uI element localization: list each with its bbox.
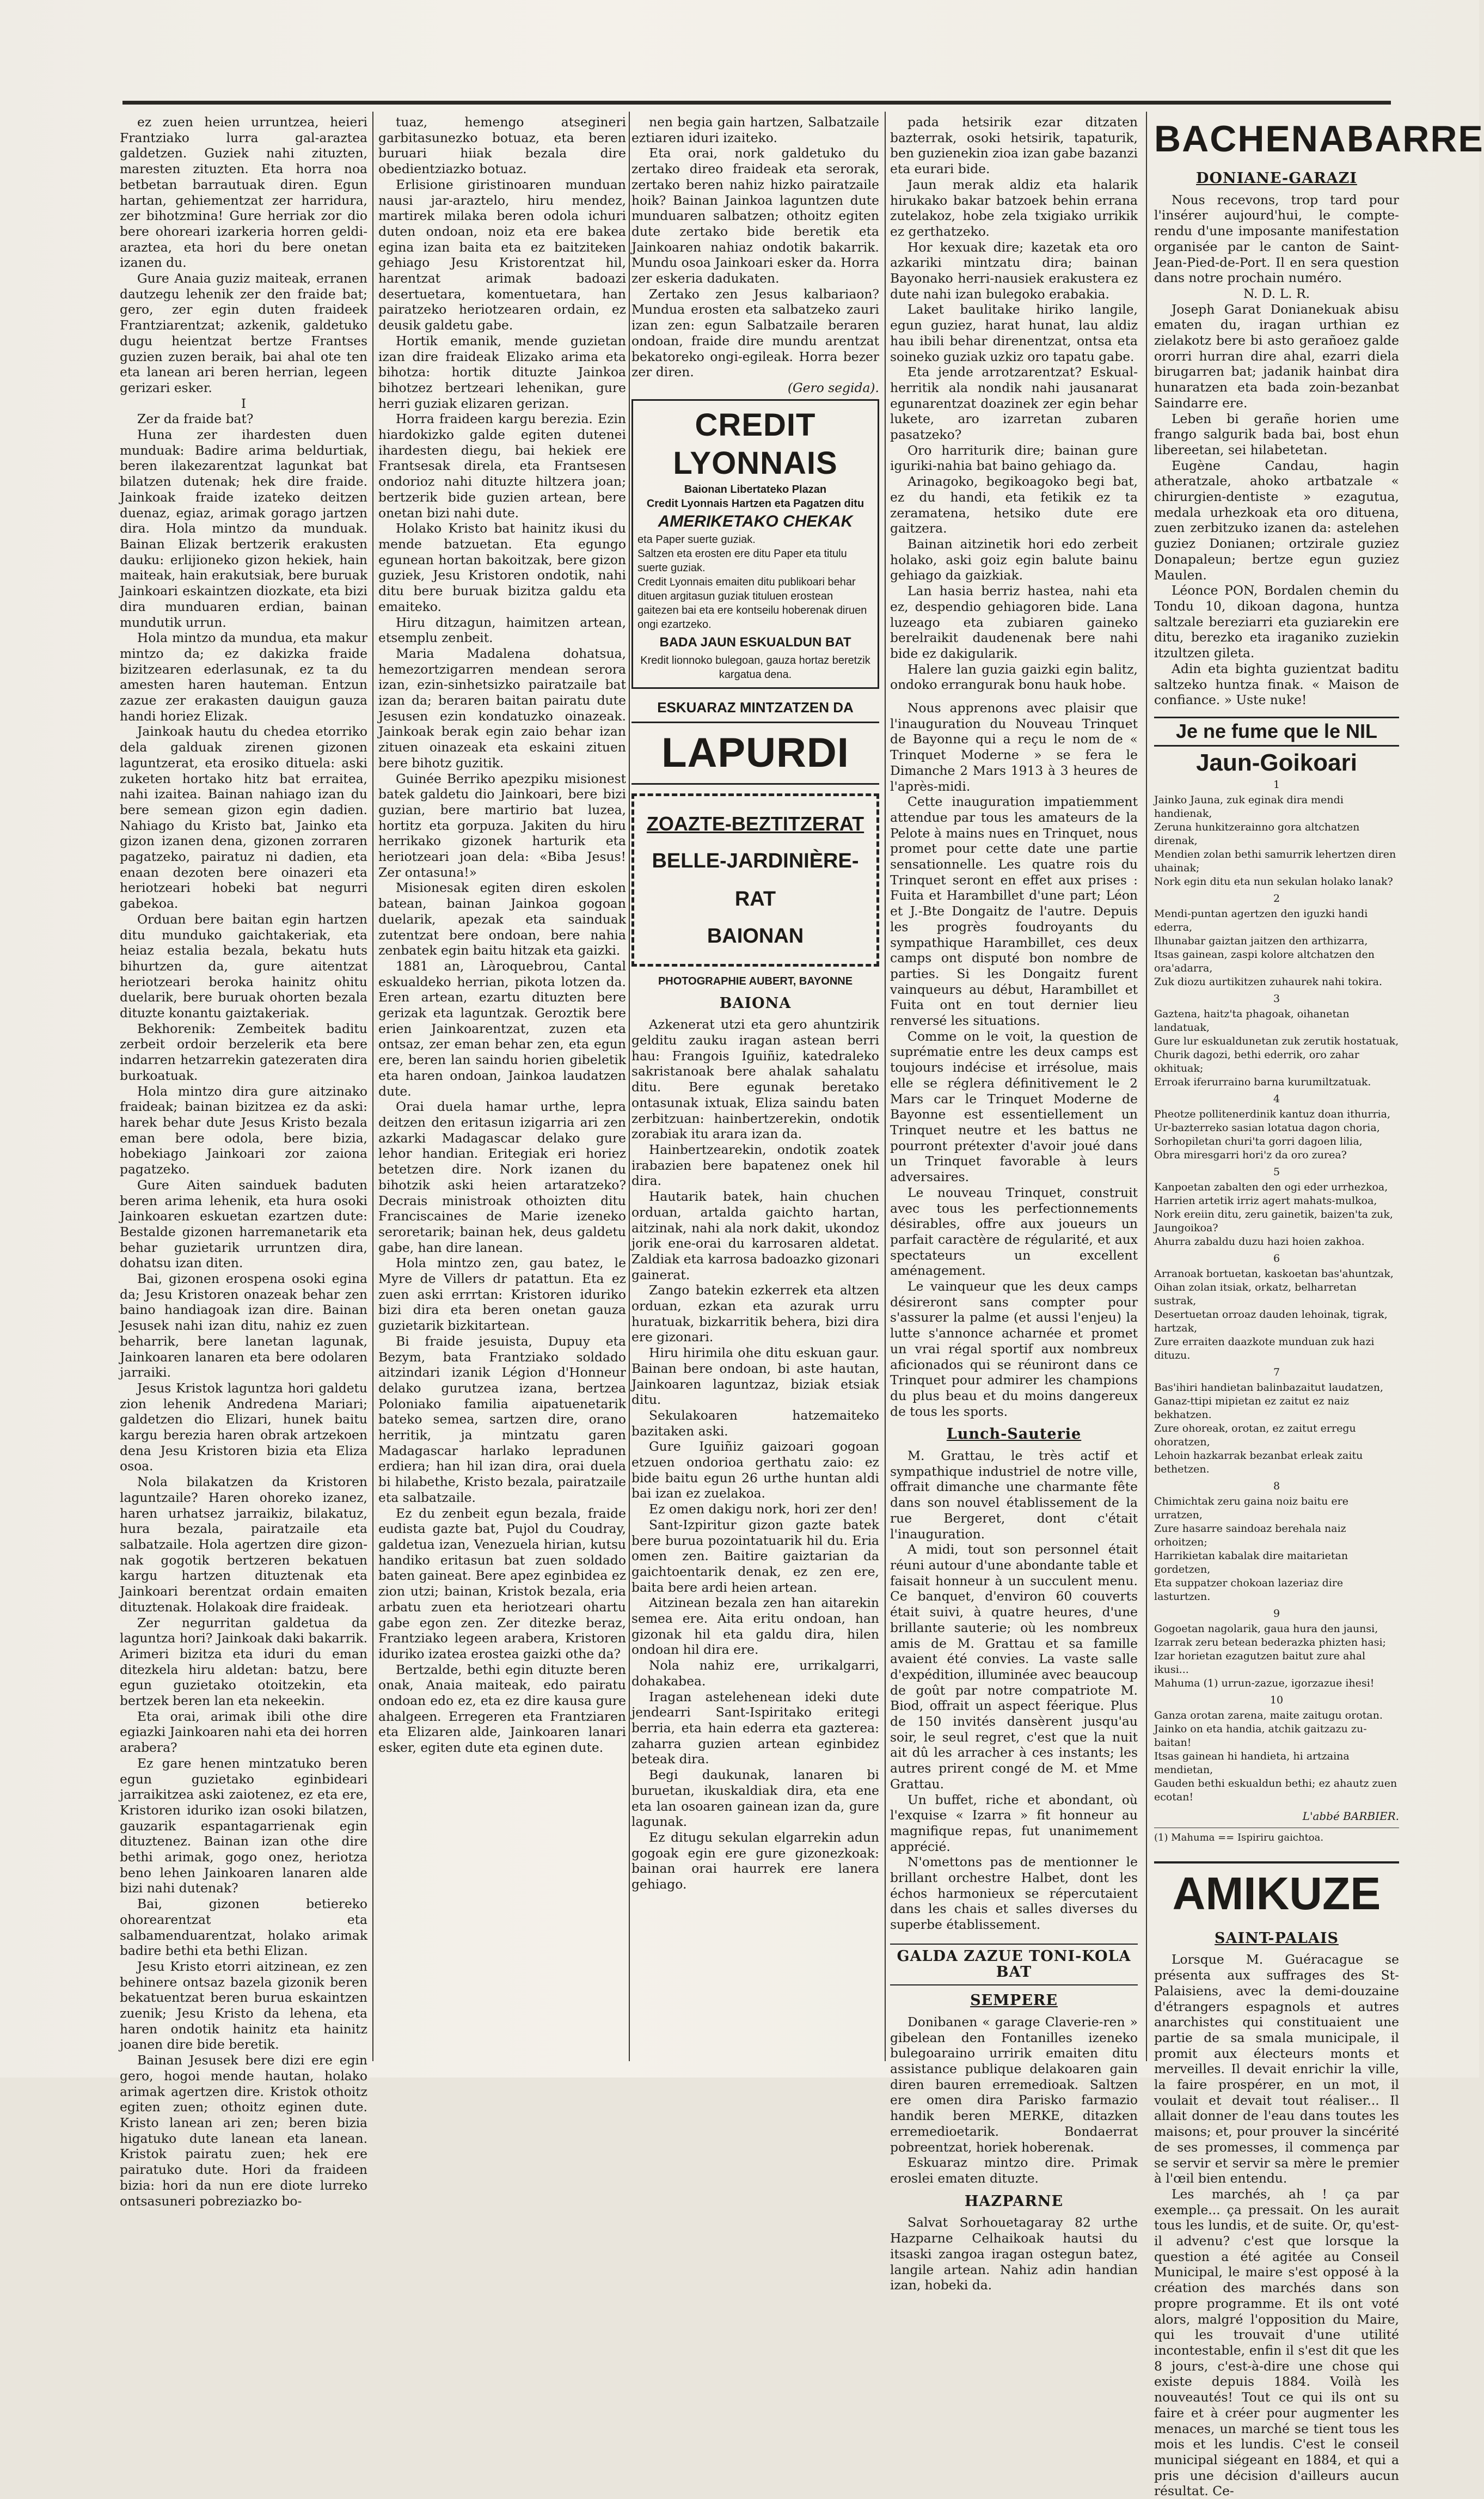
sempere-heading: SEMPERE (970, 1992, 1058, 2009)
poem-line: Sorhopiletan churi'ta gorri dagoen lilia, (1154, 1135, 1363, 1148)
poem-line: Mendien zolan bethi samurrik lehertzen diren uhainak; (1154, 848, 1396, 875)
poem-line: Zuk diozu aurtikitzen zuhaurek nahi tokira. (1154, 976, 1383, 988)
column-1-text (120, 114, 367, 2209)
ad-line: Credit Lyonnais emaiten ditu publikoari behar dituen argitasun guziak tituluen erostean gaitezen bai eta ere kontseilu hoberenak diruen ongi ezartzeko. (637, 576, 867, 631)
paragraph: Azkenerat utzi eta gero ahuntzirik gelditu zauku iragan astean berri hau: Frangois Iguiñiz, katedraleko sakristanoak bere ahalak sahalatu ditu. Bere egunak beretako ontasunak ixtuak, Eliza saindu baten zerbitzuan: hainbertzerekin, ondotik zorabiak itu arara izan da. (631, 1017, 879, 1142)
paragraph: Eta orai, arimak ibili othe dire egiazki Jainkoaren nahi eta dei horren arabera? (120, 1708, 368, 1756)
paragraph: Arinagoko, begikoagoko begi bat, ez du handi, eta fetikik ez ta zeramatena, hetsiko dute ere gaitzera. (890, 474, 1138, 536)
paragraph: Zer da fraide bat? (137, 411, 254, 427)
ad-line: AMERIKETAKO CHEKAK (658, 512, 853, 530)
paragraph: Adin eta bighta guzientzat baditu saltzeko huntza finak. « Maison de confiance. » Uste nuke! (1154, 661, 1399, 708)
ad-line: Kredit lionnoko bulegoan, gauza hortaz beretzik kargatua dena. (640, 654, 870, 681)
poem-line: Pheotze pollitenerdinik kantuz doan ithurria, (1154, 1108, 1391, 1121)
paragraph: A midi, tout son personnel était réuni autour d'une abondante table et faisait honneur à un succulent menu. Ce banquet, d'environ 60 couverts était suivi, à quatre heures, d'une brillante sauterie; où les nombreux amis de M. Grattau et sa famille avaient été convies. La vaste salle d'expédition, illuminée avec beaucoup de goût par notre compatriote M. Biod, offrait un aspect féerique. Plus de 150 invités dansèrent jusqu'au soir, le seul regret, c'est que la nuit ait dû les arracher à ces instants; les autres prirent congé de M. et Mme Grattau. (890, 1542, 1138, 1792)
paragraph: Ez omen dakigu nork, hori zer den! (649, 1501, 878, 1517)
paragraph: Hainbertzearekin, ondotik zoatek irabazien bere bapatenez onek hil dira. (631, 1141, 879, 1189)
paragraph: Salvat Sorhouetagaray 82 urthe Hazparne Celhaikoak hautsi du itsaski zangoa iragan ostegun batez, langile artean. Nahiz adin handian izan, hobeki da. (890, 2215, 1138, 2293)
section-heading-stpalais: SAINT-PALAIS (1215, 1929, 1339, 1947)
paragraph: Le vainqueur que les deux camps désireront sans compter pour s'assurer la palme (et aussi l'enjeu) la lutte s'annonce acharnée et promet un vrai régal sportif aux nombreux aficionados qui se réuniront dans ce Trinquet pour admirer les champions du plus beau et du moins dangereux de tous les sports. (890, 1279, 1138, 1419)
poem-line: Mahuma (1) urrun-zazue, igorzazue ihesi! (1154, 1677, 1375, 1690)
paragraph: Un buffet, riche et abondant, où l'exquise « Izarra » fit honneur au magnifique repas, fut unanimement apprécié. (890, 1792, 1138, 1854)
poem-line: Churik dagozi, bethi ederrik, oro zahar okhituak; (1154, 1049, 1359, 1075)
paragraph: Jesus Kristok laguntza hori galdetu zion lehenik Andredena Mariari; galdetzen dio Elizari, hunek baitu kargu berezia haren obrak artzekoen dena Jesu Kristoren bizia eta Eliza osoa. (120, 1380, 367, 1474)
belle-jardiniere-ad (631, 793, 879, 967)
paragraph: Guinée Berriko apezpiku misionest batek galdetu dio Jainkoari, bere bizi guzian, bere martirio bat luzea, hortitz eta gorpuza. Jakiten du hiru herrikako gizonek harturik eta heriotzeari joan dela: «Biba Jesus! Zer ontasuna!» (378, 771, 626, 880)
sempere-text (890, 2014, 1138, 2186)
paragraph: Begi daukunak, lanaren bi buruetan, ikuskaldiak dira, eta ene eta lan osoaren gainean izan da, gure lagunak. (631, 1767, 879, 1830)
paragraph: Nola bilakatzen da Kristoren laguntzaile? Haren ohoreko izanez, haren urhatsez jarraikiz, bilakatuz, hura bezala, pairatzaile eta salbatzaile. Hola agertzen dire gizon-nak gogotik bertzeren bekatuen kargu hartzen dituztenak eta Jainkoari berentzat ordain emaiten dituztenak. Holakoak dire fraideak. (120, 1474, 367, 1615)
paragraph: Jesu Kristo etorri aitzinean, ez zen behinere ontsaz bazela gizonik beren bekatuentzat beren burua eskaintzen zuenik; Jesu Kristo da lehena, eta haren ondotik hainitz eta hainitz joanen dire bide beretik. (120, 1958, 367, 2052)
paragraph: Hola mintzo da mundua, eta makur mintzo da; ez dakizka fraide bizitzearen ederlasunak, ez ta du amesten haren hauteman. Entzun zazue zer erakasten dauigun gauza handi horiez Elizak. (120, 630, 367, 724)
section-heading-hazparne: HAZPARNE (964, 2192, 1064, 2210)
column-divider (629, 112, 630, 2061)
ad-line: BELLE-JARDINIÈRE-RAT (652, 849, 859, 911)
paragraph: Sekulakoaren hatzemaiteko bazitaken aski. (631, 1407, 879, 1439)
paragraph: Joseph Garat Donianekuak abisu ematen du, iragan urthian ez zielakotz bere bi asto gerañoez galde ororri hurran dire ahal, ezarri diela birugarren bat; jadanik hainbat dira hunaratzen eta bada zoin-bezanbat Saindarre ere. (1154, 301, 1399, 411)
poem-line: Izarrak zeru betean bederazka phizten hasi; (1154, 1636, 1386, 1649)
paragraph: Bainan Jesusek bere dizi ere egin gero, hogoi mende hautan, holako arimak agertzen dire. Kristok othoitz egiten zuen; othoitz eginen dute. Kristo lanean ari zen; beren bizia higatuko dute lanean eta lanean. Kristok pairatu zuen; hek ere pairatuko dute. Hori da fraideen bizia: hori da nun ere diote lurreko ontsasuneri pobreziazko bo- (120, 2052, 367, 2209)
poem-line: Nork ereiin ditu, zeru gainetik, baizen'ta zuk, Jaungoikoa? (1154, 1208, 1393, 1235)
paragraph: Nous recevons, trop tard pour l'insérer aujourd'hui, le compte-rendu d'une imposante manifestation organisée par le canton de Saint-Jean-Pied-de-Port. Il en sera question dans notre prochain numéro. (1154, 192, 1399, 286)
paragraph: Gure Aiten sainduek baduten beren arima lehenik, eta hura osoki Jainkoaren eskuetan ezartzen dute: Bestalde gizonen harremanetarik eta behar guzietarik urruntzen dira, dohatsu izan diten. (120, 1177, 367, 1271)
paragraph: Eta orai, nork galdetuko du zertako direo fraideak eta serorak, zertako beren nahiz hizko pairatzaile hoik? Bainan Jainkoa laguntzen dute munduaren salbatzen; othoitz egiten dute zertako bide beretik eta Jainkoaren nahiaz ondotik bakarrik. Mundu osoa Jainkoari esker da. Horra zer eskeria dadukaten. (631, 145, 879, 286)
poem-line: Kanpoetan zabalten den ogi eder urrhezkoa, (1154, 1181, 1388, 1194)
column-4-article (890, 114, 1138, 693)
poem-line: Izar horietan ezagutzen baitut zure ahal ikusi... (1154, 1650, 1366, 1676)
poem-title: Jaun-Goikoari (1196, 749, 1357, 776)
paragraph: Orai duela hamar urthe, lepra deitzen den eritasun izigarria ari zen azkarki Madagascar delako gure lehor handian. Eritegiak eri horiez betetzen dire. Nork izanen du bihotzik aski heien artaratzeko? Decrais ministroak othoizten ditu Franciscaines de Marie izeneko seroretarik; bainan hek, deus galdetu gabe, han dire lanean. (378, 1099, 626, 1255)
poem (1154, 778, 1399, 1804)
paragraph: Halere lan guzia gaizki egin balitz, ondoko errangurak bonu hauk hobe. (890, 661, 1138, 693)
stanza-number: 2 (1273, 893, 1280, 905)
doniane-text (1154, 192, 1399, 708)
paragraph: tuaz, hemengo atsegineri garbitasunezko botuaz, eta beren buruari hiiak bezala dire obedientziazko botuaz. (378, 114, 626, 177)
poem-line: Bas'ihiri handietan balinbazaitut laudatzen, (1154, 1382, 1384, 1394)
paragraph: Huna zer ihardesten duen munduak: Badire arima beldurtiak, beren ilakezarentzat lagunkat bat bilatzen dutenak; hek dire fraide. Jainkoak fraide izateko deitzen duenaz, egiaz, arimak gorago jartzen dira. Hola mintzo da munduak. Bainan Elizak bertzerik erakusten dauku: erlijioneko gizon hekiek, hain maiteak, hain erakutsiak, bere buruak Jainkoari eskaintzen diozkate, eta bizi dira munduaren erdian, bainan mundutik urrun. (120, 427, 367, 630)
column-2-text (378, 114, 626, 1756)
paragraph: Hiru hirimila ohe ditu eskuan gaur. Bainan bere ondoan, bi aste hautan, Jainkoaren laguntzaz, biziak etsiak ditu. (631, 1345, 879, 1408)
paragraph: Hautarik batek, hain chuchen orduan, artalda gaichto hartan, aitzinak, nahi ala nork dakit, ukondoz jorik ene-orai du karrosaren aldetat. Zaldiak eta karrosa badoazko gizonari gainerat. (631, 1189, 879, 1282)
ad-line: Credit Lyonnais Hartzen eta Pagatzen ditu (646, 497, 864, 510)
poem-line: Zure erraiten daazkote munduan zuk hazi dituzu. (1154, 1336, 1375, 1362)
credit-lyonnais-ad (631, 399, 879, 689)
ad-line: BAIONAN (707, 924, 804, 948)
stanza-number: 6 (1273, 1252, 1280, 1265)
poem-signature: L'abbé BARBIER. (1302, 1810, 1399, 1823)
paragraph: Lan hasia berriz hastea, nahi eta ez, despendio gehiagoren bide. Lana luzeago eta zubiaren gaineko berelraikit daudenenak bere nahi bide ez dakigularik. (890, 583, 1138, 661)
paragraph: Le nouveau Trinquet, construit avec tous les perfectionnements désirables, offre aux joueurs un parfait caractère de régularité, et aux spectateurs un excellent aménagement. (890, 1184, 1138, 1279)
poem-line: Ganaz-ttipi mipietan ez zaitut ez naiz bekhatzen. (1154, 1395, 1350, 1421)
poem-line: Arranoak bortuetan, kaskoetan bas'ahuntzak, (1154, 1268, 1394, 1280)
paragraph: Ez gare henen mintzatuko beren egun guzietako eginbideari jarraikitzea aski zaiotenez, ez eta ere, Kristoren iduriko izan osoki bilatzen, gauzarik espantagarrienak egin dituztenez. Bainan izan othe dire bethi arimak, gogo onez, heriotza beno lehen Jainkoaren lanaren alde bizi nahi dutenak? (120, 1755, 367, 1896)
poem-line: Desertuetan orroaz dauden lehoinak, tigrak, hartzak, (1154, 1309, 1388, 1335)
ad-line: BADA JAUN ESKUALDUN BAT (659, 634, 851, 650)
poem-line: Mendi-puntan agertzen den iguzki handi ederra, (1154, 908, 1368, 934)
poem-line: Harrikietan kabalak dire maitarietan gordetzen, (1154, 1550, 1348, 1576)
column-5 (1154, 114, 1484, 2499)
amikuze-heading: AMIKUZE (1172, 1867, 1381, 1919)
column-3-article (631, 114, 879, 380)
poem-line: Chimichtak zeru gaina noiz baitu ere urratzen, (1154, 1495, 1348, 1522)
column-2 (378, 114, 626, 2053)
paragraph: Zango batekin ezkerrek eta altzen orduan, ezkan eta azurak urru huratuak, bizkarritik behera, bizi dira ere gizonari. (631, 1282, 879, 1345)
credit-lyonnais-title: CREDIT LYONNAIS (673, 407, 838, 481)
column-3-bottom-text (631, 1017, 879, 1892)
paragraph: N'omettons pas de mentionner le brillant orchestre Halbet, dont les échos harmonieux se répercutaient dans les chais et salles diverses du superbe établissement. (890, 1854, 1138, 1933)
stanza-number: 3 (1273, 993, 1280, 1005)
photographer-credit: PHOTOGRAPHIE AUBERT, BAYONNE (658, 975, 853, 987)
paragraph: Nous apprenons avec plaisir que l'inauguration du Nouveau Trinquet de Bayonne qui a reçu le nom de « Trinquet Moderne » se fera le Dimanche 2 Mars 1913 à 3 heures de l'après-midi. (890, 700, 1138, 794)
poem-line: Zeruna hunkitzerainno gora altchatzen direnak, (1154, 821, 1360, 847)
paragraph: Oro harriturik dire; bainan gure iguriki-nahia bat baino gehiago da. (890, 442, 1138, 474)
poem-line: Nork egin ditu eta nun sekulan holako lanak? (1154, 876, 1393, 888)
saint-palais-text (1154, 1952, 1399, 2499)
stanza-number: 8 (1273, 1480, 1280, 1493)
paragraph: Lorsque M. Guéracague se présenta aux suffrages des St-Palaisiens, avec la demi-douzaine d'étrangers espagnols et autres anarchistes qui constituaient une partie de sa smala municipale, il promit aux électeurs monts et merveilles. Il devait enrichir la ville, la faire prospérer, en un mot, il voulait et devait tout réaliser... Il allait donner de l'eau dans toutes les maisons; et, pour prouver la sincérité de ses promesses, il commença par se servir et servir sa mère le premier à l'œil bien entendu. (1154, 1952, 1399, 2186)
stanza-number: 5 (1273, 1166, 1280, 1178)
poem-line: Gauden bethi eskualdun bethi; ez ahautz zuen ecotan! (1154, 1777, 1397, 1804)
paragraph: Bi fraide jesuista, Dupuy eta Bezym, bata Frantziako soldado aitzindari izanik Légion d'Honneur delako gurutzea izana, bertzea Poloniako familia aipatuenetarik bateko semea, sartzen dire, orano herritik, ja mintzatu garen Madagascar harlako lepradunen erdiera; han hil izan dira, orai duela bi hilabethe, Kristo bezala, pairatzaile eta salbatzaile. (378, 1333, 626, 1505)
paragraph: Hor kexuak dire; kazetak eta oro azkariki mintzatu dira; bainan Bayonako herri-nausiek erakustera ez dute nahi izan bulegoko erabakia. (890, 239, 1138, 302)
paragraph: Eskuaraz mintzo dire. Primak eroslei ematen dituzte. (890, 2155, 1138, 2186)
lapurdi-ad-title: LAPURDI (631, 723, 879, 785)
poem-line: Eta suppatzer chokoan lazeriaz dire lasturtzen. (1154, 1577, 1344, 1603)
stanza-number: 4 (1273, 1093, 1280, 1105)
poem-line: Gogoetan nagolarik, gaua hura den jaunsi, (1154, 1623, 1378, 1635)
paragraph: Iragan astelehenean ideki dute jendearri Sant-Ispiritako eritegi berria, eta hain ederra eta gazterea: zaharra guzien artean eginbidez beteak dira. (631, 1689, 879, 1767)
tonikola-ad: GALDA ZAZUE TONI-KOLA BAT (890, 1944, 1138, 1985)
ad-line: Baionan Libertateko Plazan (684, 483, 827, 496)
poem-line: Ur-bazterreko sasian lotatua dagon choria, (1154, 1122, 1380, 1134)
poem-line: Oihan zolan itsiak, orkatz, belharretan sustrak, (1154, 1281, 1357, 1307)
paragraph: Les marchés, ah ! ça par exemple... ça pressait. On les aurait tous les lundis, et de suite. Or, qu'est-il advenu? c'est que lorsque la question a été agitée au Conseil Municipal, le maire s'est opposé à la création des marchés dans son propre programme. Et ils ont voté alors, malgré l'opposition du Maire, qui les trouvait d'une utilité incontestable, enfin il s'est dit que les 8 jours, c'est-à-dire une chose qui existe depuis 1884. Voilà les nouveautés! Tout ce qui ils ont su faire et à créer pour augmenter les menaces, un marché se tient tous les mois et les lundis. C'est le conseil municipal siégeant en 1884, et qui a pris une décision d'ailleurs aucun résultat. Ce- (1154, 2186, 1399, 2499)
paragraph: Erlisione giristinoaren munduan nausi jar-araztelo, hiru mendez, martirek milaka beren odola ichuri duten ondoan, noiz eta ere bakea egina izan baita eta ez baitziteken gehiago Jesu Kristorentzat hil, harentzat arimak badoazi desertuetara, komentuetara, han pairatzeko heriotzearen ordain, ez deusik galdetu gabe. (378, 176, 626, 333)
paragraph: Ez ditugu sekulan elgarrekin adun gogoak egin ere gure gizonezkoak: bainan orai haurrek ere lanera gehiago. (631, 1829, 879, 1892)
column-divider (1146, 112, 1147, 2061)
poem-line: Obra miresgarri hori'z da oro zurea? (1154, 1149, 1347, 1162)
paragraph: Holako Kristo bat hainitz ikusi du mende batzuetan. Eta egungo egunean hortan bakoitzak, bere gizon guziek, Jesu Kristoren ondotik, nahi ditu bere buruak bizitza galdu eta emaiteko. (378, 521, 626, 614)
top-rule (122, 101, 1391, 105)
paragraph: I (241, 395, 247, 411)
paragraph: Bai, gizonen erospena osoki egina da; Jesu Kristoren onazeak behar zen baino handiagoak izan dire. Bainan Jesusek nahi izan ditu, nahiz ez zuen beharrik, bere lanetan lagunak, Jainkoaren lanaren eta bere odolaren jarraiki. (120, 1271, 367, 1380)
ad-line: Saltzen eta erosten ere ditu Paper eta titulu suerte guziak. (637, 547, 847, 574)
poem-line: Jainko Jauna, zuk eginak dira mendi handienak, (1154, 794, 1344, 820)
paragraph: Aitzinean bezala zen han aitarekin semea ere. Aita eritu ondoan, han gizonak hil eta galdu dira, hilen ondoan hil dira ere. (631, 1595, 879, 1658)
paragraph: Nola nahiz ere, urrikalgarri, dohakabea. (631, 1658, 879, 1689)
paragraph: Gure Anaia guziz maiteak, erranen dautzegu lehenik zer den fraide bat; gero, zer egin duten fraideek Frantziarentzat; azkenik, galdetuko dugu heientzat bertze Frantses guzien zuzen beraik, bai ahal ote ten eta lanean ari beren herrian, legeen gerizari esker. (120, 271, 367, 395)
section-heading-doniane: DONIANE-GARAZI (1196, 170, 1357, 187)
poem-line: Ilhunabar gaiztan jaitzen den arthizarra, (1154, 935, 1368, 948)
paragraph: Hiru ditzagun, haimitzen artean, etsemplu zenbeit. (378, 614, 626, 646)
paragraph: Cette inauguration impatiemment attendue par tous les amateurs de la Pelote à mains nues en Trinquet, nous promet pour cette date une partie sensationnelle. Les quatre rois du Trinquet seront en effet aux prises : Fuita et Harambillet d'une part; Léon et J.-Bte Dongaitz de l'autre. Depuis les progrès foudroyants du sympathique Harambillet, ces deux camps ont disputé bon nombre de parties. Si les Dongaitz furent vainqueurs au début, Harambillet et Fuita ont en tout dernier lieu renversé les situations. (890, 794, 1138, 1029)
paragraph: 1881 an, Làroquebrou, Cantal eskualdeko herrian, pikota lotzen da. Eren artean, ezartu dituzten bere gerizak eta laguntzak. Geroztik bere erien Jainkoarentzat, zuzen eta ontsaz, zer eman behar zen, eta egun ere, beren lan saindu horien gibeletik eta haren ondoan, Jainkoa laudatzen dute. (378, 958, 626, 1099)
poem-line: Lehoin hazkarrak bezanbat erleak zaitu bethetzen. (1154, 1450, 1363, 1476)
poem-line: Ganza orotan zarena, maite zaitugu orotan. (1154, 1709, 1383, 1722)
paragraph: Comme on le voit, la question de suprématie entre les deux camps est toujours indécise et irrésolue, mais elle se réglera définitivement le 2 Mars car le Trinquet Moderne de Bayonne est essentiellement un Trinquet neutre et les battus ne pourront prétexter d'avoir joué dans un Trinquet favorable à leurs adversaires. (890, 1028, 1138, 1185)
poem-line: Gaztena, haitz'ta phagoak, oihanetan landatuak, (1154, 1008, 1350, 1034)
paragraph: Hola mintzo dira gure aitzinako fraideak; bainan bizitzea ez da aski: harek behar dute Jesus Kristo bezala eman bere odola, bere bizia, hobekiago Jainkoari zor zaiona pagatzeko. (120, 1083, 367, 1177)
paragraph: Bekhorenik: Zembeitek baditu zerbeit ordoir berzelerik eta bere indarren hetzarrekin gatezeraten dira burkoatuak. (120, 1021, 367, 1083)
paragraph: Laket baulitake hiriko langile, egun guziez, harat hunat, lau aldiz hau ibili behar direnentzat, ontsa eta soineko guziak uzkiz oro tapatu gabe. (890, 302, 1138, 364)
paragraph: Sant-Izpiritur gizon gazte batek bere burua pozointatuarik hil du. Eria omen zen. Baitire gaiztarian da gaichtoentarik denak, ez zen ere, baita bere ardi heien artean. (631, 1517, 879, 1595)
nil-slogan: Je ne fume que le NIL (1154, 717, 1399, 747)
section-heading-baiona: BAIONA (719, 994, 792, 1012)
paragraph: Leben bi gerañe horien ume frango salgurik bada bai, bost ehun libereetan, sei hilabetetan. (1154, 411, 1399, 457)
poem-line: Itsas gainean, zaspi kolore altchatzen den ora'adarra, (1154, 949, 1375, 975)
paragraph: M. Grattau, le très actif et sympathique industriel de notre ville, offrait dimanche une charmante fête dans son nouvel établissement de la rue Bergeret, dont c'était l'inauguration. (890, 1448, 1138, 1542)
paragraph: Eta jende arrotzarentzat? Eskual-herritik ala nondik nahi jausanarat egunarentzat doazinek zer egin behar lukete, aro izarretan zubaren pasatzeko? (890, 364, 1138, 443)
paragraph: Zer negurritan galdetua da laguntza hori? Jainkoak daki bakarrik. Arimeri bizitza eta iduri du eman ditezkela hiru aldetan: batzu, bere egun guzietako otoitzekin, eta bertzek beren lan eta nekeekin. (120, 1615, 367, 1709)
paragraph: Jaun merak aldiz eta halarik hirukako bakar batzoek behin errana zutelakoz, hobe zela txigiako urrikik ez gerthatzeko. (890, 176, 1138, 239)
paragraph: ez zuen heien urruntzea, heieri Frantziako lurra gal-araztea galdetzen. Guziek nahi zituzten, maresten zituzten. Eta horra noa betbetan barrautuak diren. Egun hartan, gehiementzat zer harridura, zer bihotzmina! Gure herriak zor dio bere ohoreari izarkeria horren geldi-araztea, eta hori du bere onetan izanen du. (120, 114, 367, 271)
paragraph: Horra fraideen kargu berezia. Ezin hiardokizko galde egiten dutenei ihardesten diegu, bai hekiek ere Frantsesak direla, eta Frantsesen ondorioz nahi dituzte hiltzera joan; bertzerik bide guzien artean, bere onetan bizi nahi dute. (378, 411, 626, 521)
poem-line: Erroak iferurraino barna kurumiltzatuak. (1154, 1076, 1371, 1089)
poem-line: Harrien artetik irriz agert mahats-mulkoa, (1154, 1195, 1377, 1207)
poem-line: Zure ohoreak, orotan, ez zaitut erregu ohoratzen, (1154, 1422, 1356, 1449)
paragraph: Hortik emanik, mende guzietan izan dire fraideak Elizako arima eta bihotza: hortik dituzte Jainkoa bihotzez bertzeari lehenikan, gure herri guziak elizaren gerizan. (378, 333, 626, 411)
article-continued-note: (Gero segida). (787, 380, 879, 395)
paragraph: Gure Iguiñiz gaizoari gogoan etzuen ondorioa gerthatu zaio: ez bide baitu egun 26 urthe huntan aldi bai izan ez zuelakoa. (631, 1439, 879, 1501)
column-divider (885, 112, 886, 2061)
paragraph: N. D. L. R. (1243, 285, 1310, 301)
paragraph: Misionesak egiten diren eskolen batean, bainan Jainkoa gogoan duelarik, apezak eta sainduak zutentzat bere ondoan, bere nahia zenbatek egin baitu hitzak eta gaizki. (378, 880, 626, 958)
paragraph: Zertako zen Jesus kalbariaon? Mundua erosten eta salbatzeko zauri izan zen: egun Salbatzaile beraren ondoan, fraide dire mundu arentzat bekatoreko ongi-egileak. Horra bezer zer diren. (631, 286, 879, 380)
paragraph: Orduan bere baitan egin hartzen ditu munduko gaichtakeriak, eta heiaz estalia bezala, bekatu huts bihurtzen da, gure aitentzat heriotzeari beroka hainitz ohitu duelarik, bere buruak ohorten bezala dituzte konantu gaiztakeriak. (120, 911, 367, 1021)
bachenabarre-masthead: BACHENABARRE (1154, 118, 1484, 160)
poem-line: Itsas gainean hi handieta, hi artzaina mendietan, (1154, 1750, 1350, 1776)
stanza-number: 10 (1270, 1694, 1284, 1707)
lunch-article (890, 1448, 1138, 1933)
paragraph: Eugène Candau, hagin atheratzale, ahoko artbatzale « chirurgien-dentiste » ezagutua, medala urhezkoak eta oro dituena, zuen zerbitzuko izanen da: astelehen guziez Donianen; ortzirale guziez Donapaleun; bertze egun guziez Maulen. (1154, 457, 1399, 583)
stanza-number: 1 (1273, 779, 1280, 791)
paragraph: Donibanen « garage Claverie-ren » gibelean den Fontanilles izeneko bulegoaraino urririk emaiten ditu assistance publique delakoaren gain diren bauren erremedioak. Saltzen ere omen dira Parisko farmazio handik beren MERKE, ditazken erremedioetarik. Bondaerrat pobreentzat, horiek hoberenak. (890, 2014, 1138, 2155)
paragraph: Jainkoak hautu du chedea etorriko dela galduak zirenen gizonen laguntzerat, eta erosiko dituela: aski zuketen hortako hitz bat erraitea, nahi izaitea. Bainan nahiago izan du bere semean gizon egin dadien. Nahiago du Kristo bat, Jainko eta gizon izanen dena, gizonen zorraren pagatzeko, pairatuz ni dadien, eta enaan dezoten bere oinazeri eta heriotzeari hobeki bat negurri gabekoa. (120, 724, 367, 912)
column-4 (890, 114, 1138, 2293)
column-1 (120, 114, 368, 2209)
column-divider (372, 112, 373, 2061)
poem-footnote: (1) Mahuma == Ispiriru gaichtoa. (1154, 1828, 1399, 1846)
poem-line: Zure hasarre saindoaz berehala naiz orhoitzen; (1154, 1523, 1346, 1549)
lapurdi-ad-header: ESKUARAZ MINTZATZEN DA (631, 696, 879, 723)
paragraph: Bertzalde, bethi egin dituzte beren onak, Anaia maiteak, edo pairatu ondoan edo ez, eta ez dire kausa gure ahalgeen. Erregeren eta Frantziaren eta Elizaren alde, Jainkoaren lanari esker, egiten dute eta eginen dute. (378, 1661, 626, 1756)
paragraph: Ez du zenbeit egun bezala, fraide eudista gazte bat, Pujol du Coudray, galdetua izan, Venezuela hirian, kutsu handiko eritasun bat zuen soldado baten gaineat. Bere apez eginbidea ez zion utzi; bainan, Kristok bezala, eria arbatu zuen eta heriotzeari ohartu gabe egon zen. Zer ditezke beraz, Frantziako legeen arabera, Kristoren iduriko izatea erostea gaizki othe da? (378, 1505, 626, 1661)
paragraph: Bai, gizonen betiereko ohorearentzat eta salbamenduarentzat, holako arimak badire bethi eta bethi Elizan. (120, 1896, 367, 1959)
ad-line: eta Paper suerte guziak. (637, 533, 756, 546)
poem-line: Ahurra zabaldu duzu hazi hoien zakhoa. (1154, 1236, 1365, 1248)
stanza-number: 9 (1273, 1608, 1280, 1620)
paragraph: pada hetsirik ezar ditzaten bazterrak, osoki hetsirik, tapaturik, ben guzienekin zioa izan gabe bazanzi eta eurari bide. (890, 114, 1138, 177)
section-heading-lunch: Lunch-Sauterie (946, 1426, 1082, 1443)
paragraph: nen begia gain hartzen, Salbatzaile eztiaren iduri izaiteko. (631, 114, 879, 145)
trinquet-article (890, 700, 1138, 1419)
poem-line: Jainko on eta handia, atchik gaitzazu zu-baitan! (1154, 1723, 1367, 1749)
poem-line: Gure lur eskualdunetan zuk zerutik hostatuak, (1154, 1035, 1399, 1048)
paragraph: Léonce PON, Bordalen chemin du Tondu 10, dikoan dagona, huntza saltzale bereziarri eta guziarekin ere ditu, berezko eta iraganiko zuziekin itzultzen gileta. (1154, 583, 1399, 661)
paragraph: Hola mintzo zen, gau batez, le Myre de Villers dr patattun. Eta ez zuen aski errrtan: Kristoren iduriko bizi dira eta beren onetan gauza guzietarik bizkitartean. (378, 1255, 626, 1334)
ad-line: ZOAZTE-BEZTITZERAT (646, 812, 864, 835)
stanza-number: 7 (1273, 1366, 1280, 1379)
column-3 (631, 114, 879, 2053)
paragraph: Bainan aitzinetik hori edo zerbeit holako, aski goiz egin balute bainu gehiago da gaizkiak. (890, 536, 1138, 583)
hazparne-text (890, 2215, 1138, 2293)
paragraph: Maria Madalena dohatsua, hemezortzigarren mendean serora izan, ezin-sinhetsizko pairatzaile bat izan da; beraren baitan pairatu dute Jesusen ezin kondatuzko oinazeak. Jainkoak berak egin zaio behar izan zituen oinazeak eta eskaini zituen bere bihotz guzitik. (378, 645, 626, 771)
